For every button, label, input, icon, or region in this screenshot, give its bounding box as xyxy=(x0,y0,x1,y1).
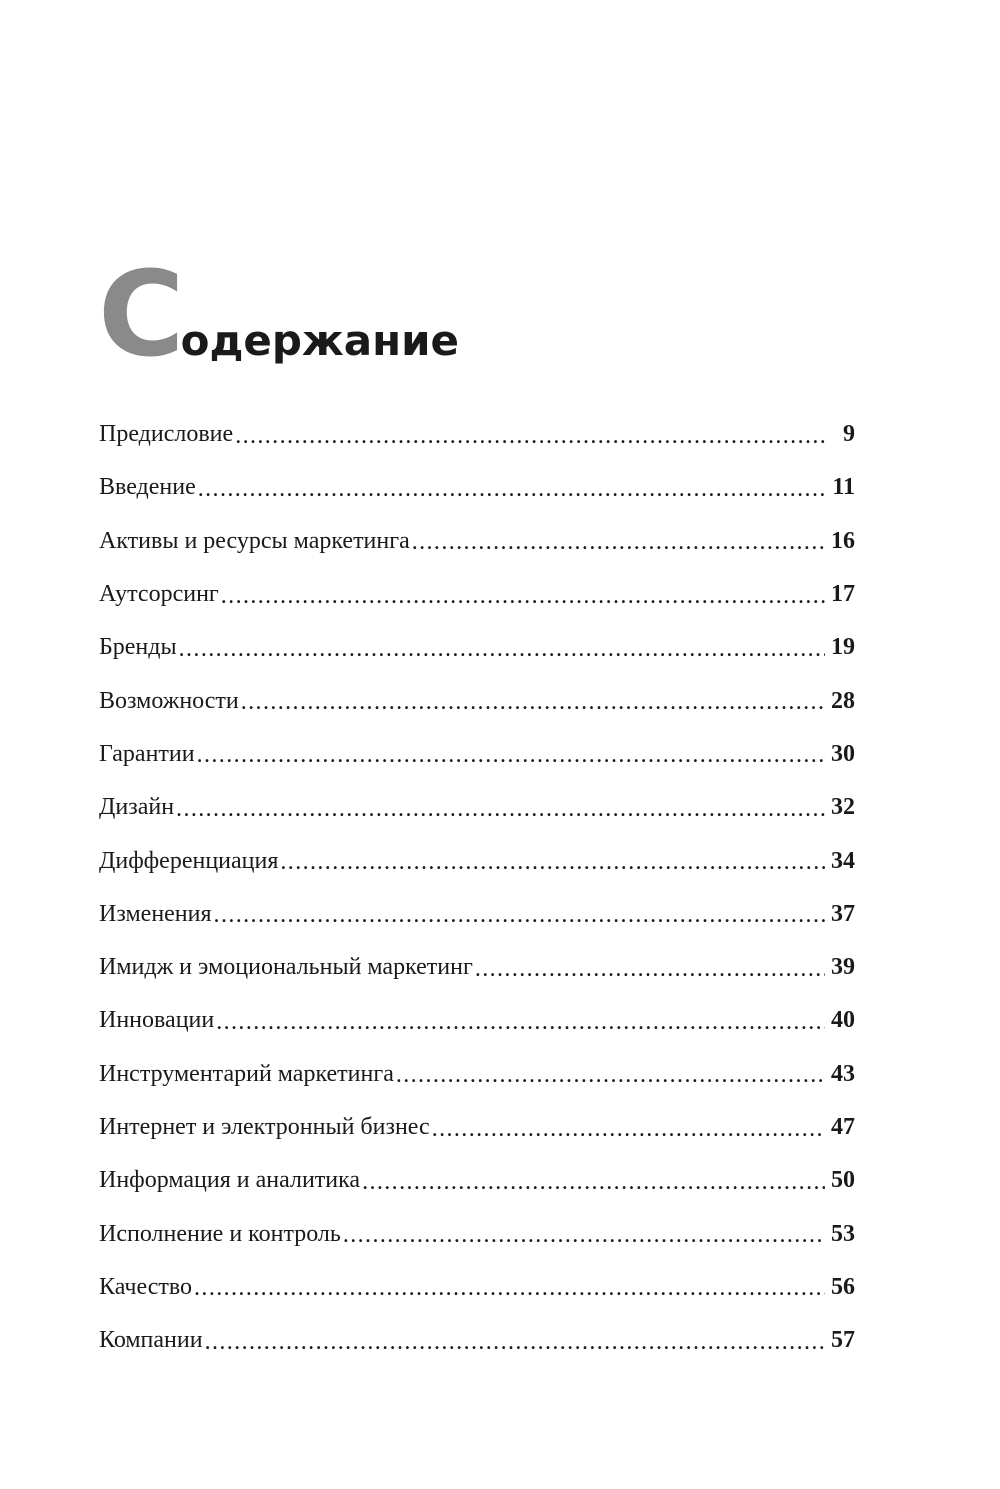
toc-entry-label: Изменения xyxy=(99,900,212,927)
toc-entry[interactable] xyxy=(99,728,855,781)
toc-entry[interactable] xyxy=(99,1314,855,1367)
toc-entry-label: Гарантии xyxy=(99,740,195,767)
toc-entry[interactable] xyxy=(99,461,855,514)
toc-dot-leader xyxy=(432,1117,825,1141)
toc-entry-label: Дифференциация xyxy=(99,847,279,874)
toc-entry-label: Инструментарий маркетинга xyxy=(99,1060,394,1087)
toc-entry[interactable] xyxy=(99,1101,855,1154)
toc-entry-label: Интернет и электронный бизнес xyxy=(99,1114,430,1140)
toc-dot-leader xyxy=(214,903,825,927)
toc-entry-page: 43 xyxy=(831,1060,855,1087)
toc-dot-leader xyxy=(197,743,825,767)
toc-entry-page: 28 xyxy=(831,687,855,714)
toc-entry-page: 32 xyxy=(831,794,855,821)
toc-entry-page: 34 xyxy=(831,847,855,874)
toc-entry-label: Аутсорсинг xyxy=(99,581,219,608)
toc-entry-label: Инновации xyxy=(99,1007,215,1034)
toc-entry-page: 57 xyxy=(831,1327,855,1354)
toc-entry-page: 16 xyxy=(831,527,855,554)
toc-entry-label: Исполнение и контроль xyxy=(99,1220,341,1247)
toc-entry[interactable] xyxy=(99,994,855,1047)
title-text: одержание xyxy=(180,316,460,365)
toc-entry-label: Имидж и эмоциональный маркетинг xyxy=(99,954,473,981)
table-of-contents xyxy=(99,408,855,1367)
toc-entry[interactable] xyxy=(99,408,855,461)
page-title xyxy=(98,245,460,383)
toc-entry-page: 37 xyxy=(831,900,855,927)
toc-dot-leader xyxy=(176,797,825,821)
toc-entry-label: Компании xyxy=(99,1327,203,1354)
toc-entry-page: 53 xyxy=(831,1220,855,1247)
toc-entry-page: 30 xyxy=(831,740,855,767)
toc-dot-leader xyxy=(235,424,827,448)
toc-entry-label: Информация и аналитика xyxy=(99,1167,361,1194)
toc-entry[interactable] xyxy=(99,1261,855,1314)
toc-entry[interactable] xyxy=(99,621,855,674)
toc-dot-leader xyxy=(343,1223,825,1247)
toc-dot-leader xyxy=(221,584,825,608)
toc-entry[interactable] xyxy=(99,834,855,887)
toc-entry-label: Бренды xyxy=(99,634,177,661)
toc-dot-leader xyxy=(396,1063,825,1087)
toc-entry[interactable] xyxy=(99,1048,855,1101)
toc-entry[interactable] xyxy=(99,568,855,621)
toc-dot-leader xyxy=(280,850,825,874)
toc-entry-page: 39 xyxy=(831,954,855,981)
toc-entry-page: 11 xyxy=(832,474,855,501)
toc-dot-leader xyxy=(205,1330,825,1354)
toc-entry[interactable] xyxy=(99,888,855,941)
toc-entry-label: Качество xyxy=(99,1273,193,1300)
toc-entry[interactable] xyxy=(99,1154,855,1207)
toc-dot-leader xyxy=(179,637,825,661)
toc-entry-page: 19 xyxy=(831,634,855,661)
toc-entry[interactable] xyxy=(99,941,855,994)
toc-entry-page: 56 xyxy=(831,1273,855,1300)
toc-dot-leader xyxy=(475,957,825,981)
toc-dot-leader xyxy=(194,1276,825,1300)
toc-entry-page: 47 xyxy=(831,1114,855,1140)
toc-dot-leader xyxy=(198,477,827,501)
toc-dot-leader xyxy=(241,690,825,714)
toc-entry-page: 50 xyxy=(831,1167,855,1194)
toc-entry-label: Введение xyxy=(99,474,196,501)
toc-entry-page: 17 xyxy=(831,581,855,608)
toc-entry[interactable] xyxy=(99,515,855,568)
toc-entry[interactable] xyxy=(99,781,855,834)
toc-entry-label: Дизайн xyxy=(99,794,175,821)
toc-entry-label: Предисловие xyxy=(99,421,234,448)
toc-entry[interactable] xyxy=(99,1207,855,1260)
toc-dot-leader xyxy=(216,1010,825,1034)
toc-dot-leader xyxy=(412,530,825,554)
title-drop-cap: С xyxy=(98,245,181,383)
toc-entry-page: 40 xyxy=(831,1007,855,1034)
toc-entry[interactable] xyxy=(99,674,855,727)
toc-entry-page: 9 xyxy=(843,421,855,448)
toc-dot-leader xyxy=(362,1170,825,1194)
toc-entry-label: Активы и ресурсы маркетинга xyxy=(99,527,410,554)
toc-entry-label: Возможности xyxy=(99,687,239,714)
